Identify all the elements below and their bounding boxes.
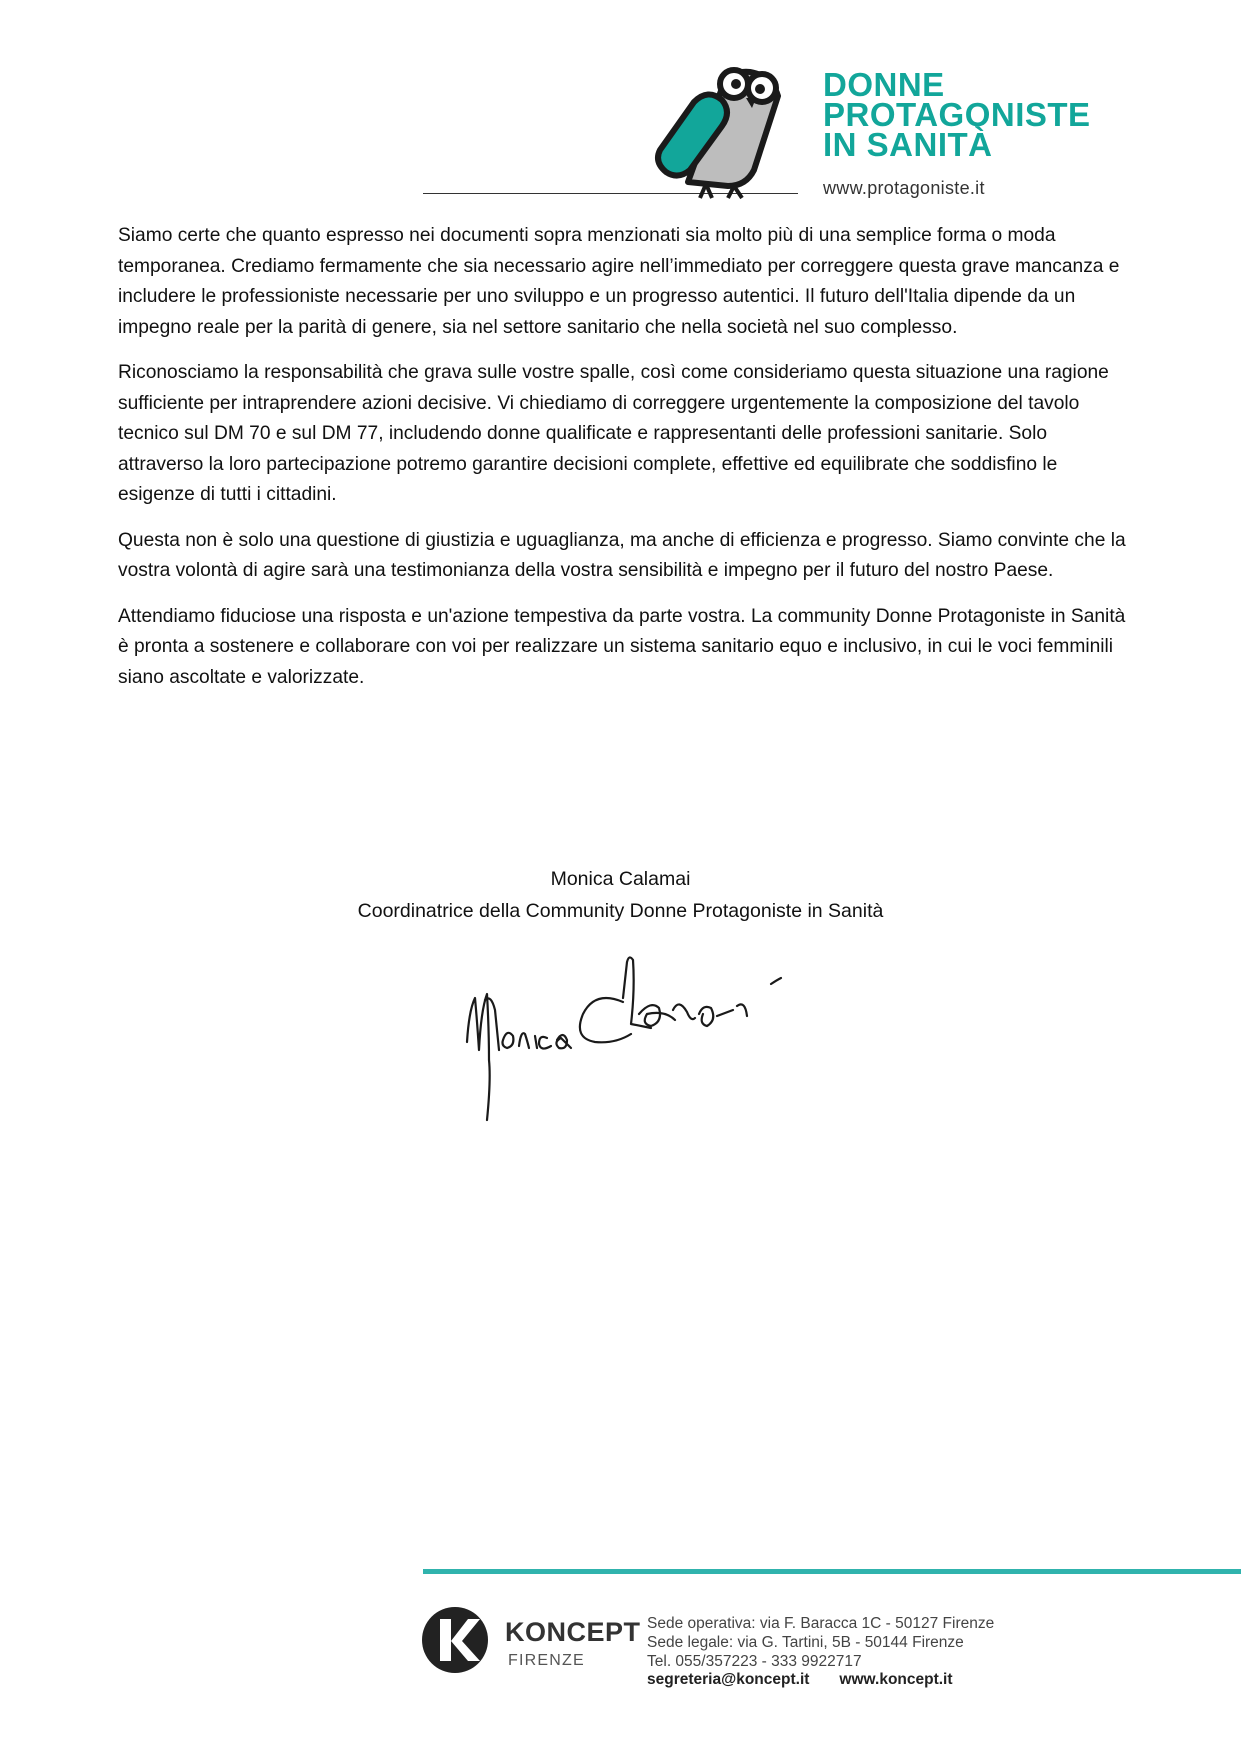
- footer-divider: [423, 1569, 1241, 1574]
- paragraph-1: Siamo certe che quanto espresso nei documenti sopra menzionati sia molto più di una semplice forma o moda temporanea. Crediamo fermamente che sia necessario agire nell’immediato per correggere questa grave mancanza e includere le professioniste necessarie per uno sviluppo e un progresso autentici. Il futuro dell'Italia dipende da un impegno reale per la parità di genere, sia nel settore sanitario che nella società nel suo complesso.: [118, 225, 1120, 338]
- brand-line-2: PROTAGONISTE: [823, 96, 1091, 133]
- footer-sede-legale: Sede legale: via G. Tartini, 5B - 50144 Firenze: [647, 1633, 964, 1651]
- signatory-role: Coordinatrice della Community Donne Protagoniste in Sanità: [357, 900, 884, 922]
- footer-company-city: FIRENZE: [508, 1652, 585, 1669]
- owl-logo-icon: [650, 62, 800, 202]
- paragraph-3: Questa non è solo una questione di giustizia e uguaglianza, ma anche di efficienza e progresso. Siamo convinte che la vostra volontà di agire sarà una testimonianza della vostra sensibilità e impegno per il futuro del nostro Paese.: [118, 529, 1126, 581]
- footer-email-link[interactable]: segreteria@koncept.it: [647, 1671, 810, 1689]
- brand-title: [823, 66, 1091, 163]
- paragraph-4: Attendiamo fiduciose una risposta e un'azione tempestiva da parte vostra. La community Donne Protagoniste in Sanità è pronta a sostenere e collaborare con voi per realizzare un sistema sanitario equo e inclusivo, in cui le voci femminili siano ascoltate e valorizzate.: [118, 605, 1126, 688]
- brand-line-1: DONNE: [823, 66, 945, 103]
- footer-website-link[interactable]: www.koncept.it: [839, 1671, 953, 1689]
- brand-website[interactable]: www.protagoniste.it: [823, 178, 985, 198]
- footer-contacts: [647, 1615, 994, 1690]
- koncept-logo-icon: [420, 1605, 490, 1675]
- footer-links: [647, 1671, 994, 1690]
- paragraph-2: Riconosciamo la responsabilità che grava sulle vostre spalle, così come consideriamo questa situazione una ragione sufficiente per intraprendere azioni decisive. Vi chiediamo di correggere urgentemente la composizione del tavolo tecnico sul DM 70 e sul DM 77, includendo donne qualificate e rappresentanti delle professioni sanitarie. Solo attraverso la loro partecipazione potremo garantire decisioni complete, effettive ed equilibrate che soddisfino le esigenze di tutti i cittadini.: [118, 362, 1109, 505]
- footer-company-name: KONCEPT: [505, 1617, 641, 1647]
- footer-sede-operativa: Sede operativa: via F. Baracca 1C - 50127 Firenze: [647, 1615, 995, 1632]
- signatory-name: Monica Calamai: [550, 868, 691, 890]
- handwritten-signature: [455, 950, 815, 1130]
- letter-body: [118, 221, 1128, 708]
- footer-phone: Tel. 055/357223 - 333 9922717: [647, 1652, 862, 1670]
- brand-line-3: IN SANITÀ: [823, 126, 993, 163]
